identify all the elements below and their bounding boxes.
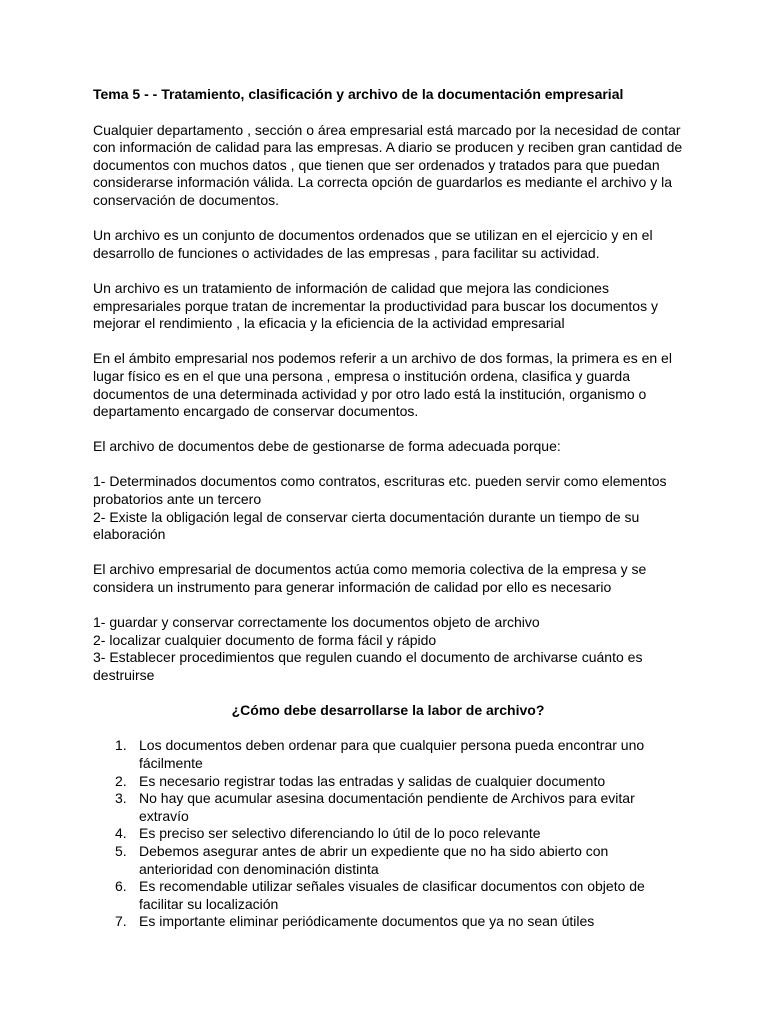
document-title: Tema 5 - - Tratamiento, clasificación y archivo de la documentación empresarial (93, 86, 624, 102)
management-reason-intro: El archivo de documentos debe de gestionarse de forma adecuada porque: (93, 438, 561, 455)
archive-quality-paragraph: Un archivo es un tratamiento de información de calidad que mejora las condiciones empresariales porque tratan de incrementar la productividad para buscar los documentos y mejorar el rendimiento , la eficacia y la eficiencia de la actividad empresarial (93, 279, 658, 332)
list-item-text: Es necesario registrar todas las entradas y salidas de cualquier documento (139, 772, 606, 789)
list-item (93, 790, 683, 825)
need-item: 3- Establecer procedimientos que regulen cuando el documento de archivarse cuánto es destruirse (93, 649, 643, 683)
list-item (93, 737, 683, 772)
list-item-text: No hay que acumular asesina documentación pendiente de Archivos para evitar extravío (139, 790, 635, 824)
list-item-number: 1. (115, 737, 127, 754)
archive-steps-list (93, 737, 683, 931)
business-scope-paragraph: En el ámbito empresarial nos podemos referir a un archivo de dos formas, la primera es en el lugar físico es en el que una persona , empresa o institución ordena, clasifica y guarda documentos de una determinada actividad y por otro lado está la institución, organismo o departamento encargado de conservar documentos. (93, 350, 672, 420)
list-item-text: Es preciso ser selectivo diferenciando lo útil de lo poco relevante (139, 825, 541, 842)
list-item-text: Los documentos deben ordenar para que cualquier persona pueda encontrar uno fácilmente (139, 737, 645, 771)
list-item (93, 773, 683, 791)
list-item-number: 3. (115, 790, 127, 807)
document-page (93, 86, 683, 931)
list-item-number: 6. (115, 878, 127, 895)
list-item-text: Es importante eliminar periódicamente documentos que ya no sean útiles (139, 913, 595, 930)
need-item: 2- localizar cualquier documento de forma fácil y rápido (93, 631, 437, 648)
reason-item: 1- Determinados documentos como contratos, escrituras etc. pueden servir como elementos probatorios ante un tercero (93, 473, 667, 508)
reasons-list (93, 473, 683, 543)
section-subtitle: ¿Cómo debe desarrollarse la labor de archivo? (231, 702, 545, 719)
list-item-number: 5. (115, 842, 127, 859)
needs-list (93, 614, 683, 684)
archive-definition-paragraph: Un archivo es un conjunto de documentos ordenados que se utilizan en el ejercicio y en el desarrollo de funciones o actividades de las empresas , para facilitar su actividad. (93, 227, 653, 261)
intro-paragraph: Cualquier departamento , sección o área empresarial está marcado por la necesidad de contar con información de calidad para las empresas. A diario se producen y reciben gran cantidad de documentos con muchos datos , que tienen que ser ordenados y tratados para que puedan considerarse información válida. La correcta opción de guardarlos es mediante el archivo y la conservación de documentos. (93, 121, 683, 208)
list-item-number: 7. (115, 913, 127, 930)
list-item (93, 913, 683, 931)
list-item-number: 4. (115, 825, 127, 842)
list-item-text: Debemos asegurar antes de abrir un expediente que no ha sido abierto con anterioridad con denominación distinta (139, 842, 609, 877)
list-item-text: Es recomendable utilizar señales visuales de clasificar documentos con objeto de facilitar su localización (139, 878, 645, 912)
collective-memory-paragraph: El archivo empresarial de documentos actúa como memoria colectiva de la empresa y se considera un instrumento para generar información de calidad por ello es necesario (93, 561, 647, 596)
list-item-number: 2. (115, 772, 127, 789)
list-item (93, 843, 683, 878)
reason-item: 2- Existe la obligación legal de conservar cierta documentación durante un tiempo de su elaboración (93, 508, 640, 543)
need-item: 1- guardar y conservar correctamente los documentos objeto de archivo (93, 614, 540, 631)
list-item (93, 825, 683, 843)
list-item (93, 878, 683, 913)
